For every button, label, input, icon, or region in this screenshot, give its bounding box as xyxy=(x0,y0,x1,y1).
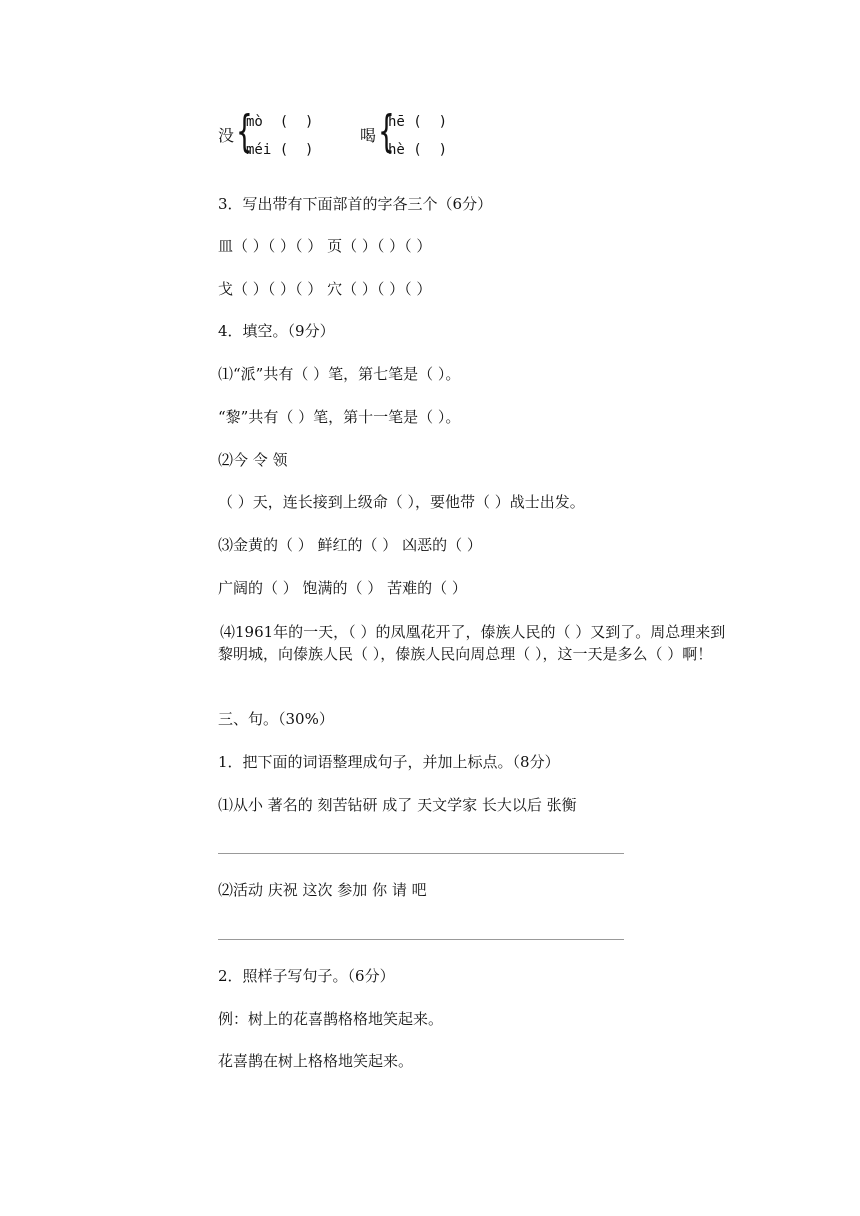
s2-example: 例：树上的花喜鹊格格地笑起来。 xyxy=(218,1010,444,1028)
q3-title: 3．写出带有下面部首的字各三个（6分） xyxy=(218,195,493,213)
s1-title: 1．把下面的词语整理成句子，并加上标点。（8分） xyxy=(218,753,560,771)
pinyin-reading-2: méi ( ) xyxy=(246,142,314,158)
s1-item-1: ⑴从小 著名的 刻苦钻研 成了 天文学家 长大以后 张衡 xyxy=(218,796,577,814)
q4-1-line-b: “黎”共有（ ）笔，第十一笔是（ ）。 xyxy=(218,408,461,426)
polyphone-char: 没 xyxy=(218,126,235,145)
s2-title: 2．照样子写句子。（6分） xyxy=(218,967,395,985)
polyphone-mei xyxy=(218,106,328,162)
q4-1-line-a: ⑴“派”共有（ ）笔，第七笔是（ ）。 xyxy=(218,365,461,383)
q4-2-line-b: （ ）天，连长接到上级命（ ），要他带（ ）战士出发。 xyxy=(218,493,585,511)
answer-line-1[interactable] xyxy=(218,853,624,854)
polyphone-char: 喝 xyxy=(360,126,377,145)
q4-2-line-a: ⑵今 令 领 xyxy=(218,451,288,469)
q4-4-text: ⑷1961年的一天，（ ）的凤凰花开了，傣族人民的（ ）又到了。周总理来到黎明城，向傣族人民（ ），傣族人民向周总理（ ），这一天是多么（ ）啊！ xyxy=(218,623,726,663)
pinyin-reading-2: hè ( ) xyxy=(388,142,448,158)
q3-row-1: 皿（ ）（ ）（ ） 页（ ）（ ）（ ） xyxy=(218,237,432,255)
q4-title: 4．填空。（9分） xyxy=(218,322,335,340)
brace-glyph: { xyxy=(378,106,395,157)
q4-4-paragraph xyxy=(218,621,738,665)
polyphone-he xyxy=(360,106,460,162)
answer-line-2[interactable] xyxy=(218,939,624,940)
q4-3-line-b: 广阔的（ ） 饱满的（ ） 苦难的（ ） xyxy=(218,579,467,597)
s1-item-2: ⑵活动 庆祝 这次 参加 你 请 吧 xyxy=(218,881,427,899)
q3-row-2: 戈（ ）（ ）（ ） 穴（ ）（ ）（ ） xyxy=(218,280,432,298)
s2-answer: 花喜鹊在树上格格地笑起来。 xyxy=(218,1052,414,1070)
pinyin-reading-1: hē ( ) xyxy=(388,114,448,130)
pinyin-reading-1: mò ( ) xyxy=(246,114,314,130)
section-3-title: 三、句。（30%） xyxy=(218,710,334,728)
brace-glyph: { xyxy=(236,106,253,157)
q4-3-line-a: ⑶金黄的（ ） 鲜红的（ ） 凶恶的（ ） xyxy=(218,536,482,554)
